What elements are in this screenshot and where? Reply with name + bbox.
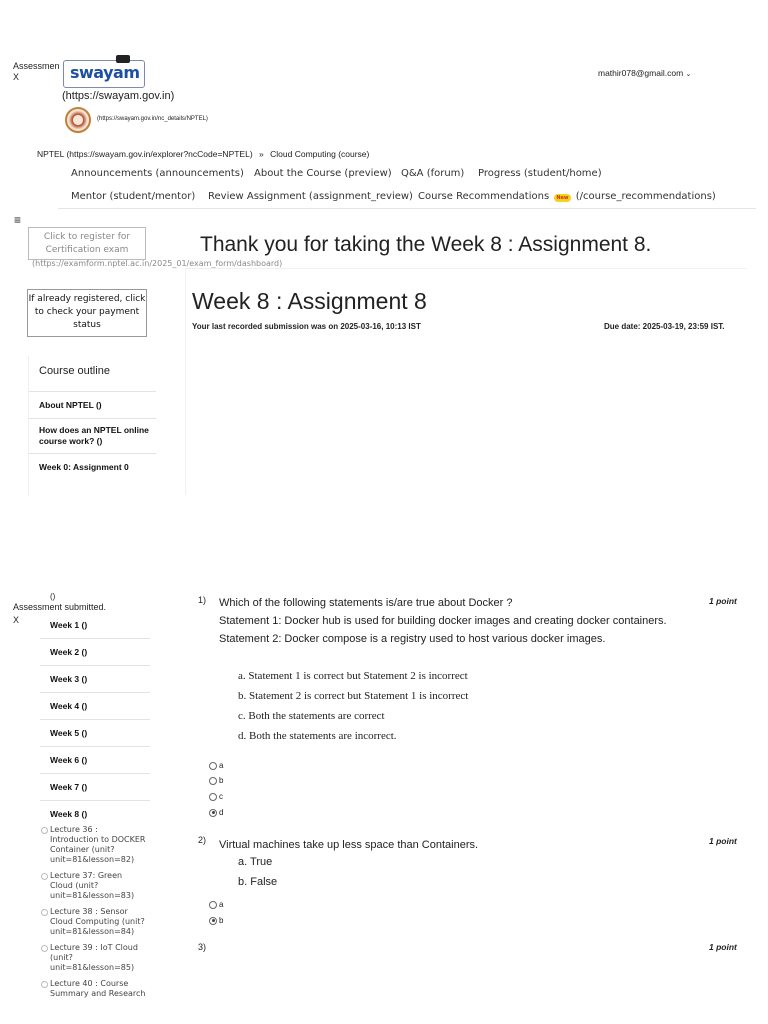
lecture-label: Lecture 36 : Introduction to DOCKER Container (unit?unit=81&lesson=82): [50, 825, 146, 864]
assessment-submitted: Assessment submitted.: [13, 602, 107, 612]
chevron-down-icon: ⌄: [685, 71, 692, 78]
nav-course-recommendations-url: (/course_recommendations): [575, 191, 716, 202]
breadcrumb-course[interactable]: Cloud Computing (course): [270, 149, 370, 159]
question-1-radio-b[interactable]: [209, 776, 223, 785]
question-2-text: Virtual machines take up less space than Containers.: [219, 839, 479, 851]
nav-course-recommendations-label: Course Recommendations: [418, 191, 550, 202]
radio-icon: [209, 777, 217, 785]
outline-week-4[interactable]: Week 4 (): [40, 693, 150, 720]
radio-icon: [209, 901, 217, 909]
question-1-statement-2: Statement 2: Docker compose is a registry used to host various docker images.: [219, 633, 606, 645]
question-1-number: 1): [198, 595, 207, 605]
outline-week-6[interactable]: Week 6 (): [40, 747, 150, 774]
outline-about-nptel[interactable]: About NPTEL (): [29, 392, 156, 419]
lecture-item[interactable]: [38, 871, 146, 901]
outline-week-7[interactable]: Week 7 (): [40, 774, 150, 801]
outline-week-3[interactable]: Week 3 (): [40, 666, 150, 693]
question-1-radio-a[interactable]: [209, 761, 223, 770]
swayam-url[interactable]: (https://swayam.gov.in): [62, 90, 175, 102]
lecture-list: [38, 825, 146, 1005]
radio-label: b: [219, 916, 224, 925]
question-2-option-a: a. True: [238, 856, 273, 868]
outline-week-1[interactable]: Week 1 (): [40, 612, 150, 639]
nptel-url[interactable]: (https://swayam.gov.in/nc_details/NPTEL): [97, 116, 208, 122]
breadcrumb: [37, 149, 369, 159]
due-date: Due date: 2025-03-19, 23:59 IST.: [604, 322, 725, 331]
radio-label: a: [219, 761, 224, 770]
user-menu[interactable]: [598, 68, 691, 78]
radio-label: d: [219, 808, 224, 817]
last-submission: Your last recorded submission was on 2025-03-16, 10:13 IST: [192, 322, 421, 331]
thank-you-message: Thank you for taking the Week 8 : Assignment 8.: [200, 233, 652, 256]
breadcrumb-nptel[interactable]: NPTEL (https://swayam.gov.in/explorer?ncCode=NPTEL): [37, 149, 253, 159]
nav-course-recommendations[interactable]: [418, 191, 716, 202]
nav-qa-forum[interactable]: Q&A (forum): [401, 168, 465, 179]
question-3-points: 1 point: [709, 942, 737, 952]
nav-announcements[interactable]: Announcements (announcements): [71, 168, 244, 179]
nav-about-course[interactable]: About the Course (preview): [254, 168, 392, 179]
outline-how-nptel-works[interactable]: How does an NPTEL online course work? (): [29, 419, 156, 454]
outline-week-8[interactable]: Week 8 (): [50, 809, 88, 819]
question-2-points: 1 point: [709, 836, 737, 846]
lecture-label: Lecture 39 : IoT Cloud (unit?unit=81&lesson=85): [50, 943, 138, 972]
lecture-item[interactable]: [38, 943, 146, 973]
outline-week-2[interactable]: Week 2 (): [40, 639, 150, 666]
lecture-label: Lecture 37: Green Cloud (unit?unit=81&lesson=83): [50, 871, 135, 900]
circle-icon: [41, 873, 48, 880]
new-badge: New: [556, 195, 569, 201]
circle-icon: [41, 981, 48, 988]
question-2-number: 2): [198, 835, 207, 845]
radio-selected-icon: [209, 809, 217, 817]
assessment-submitted-close[interactable]: X: [13, 615, 20, 625]
question-1-option-a: a. Statement 1 is correct but Statement 2 is incorrect: [238, 670, 468, 682]
radio-selected-icon: [209, 917, 217, 925]
nav-progress[interactable]: Progress (student/home): [478, 168, 602, 179]
swayam-logo[interactable]: [63, 60, 145, 88]
question-2-radio-a[interactable]: [209, 900, 223, 909]
hamburger-menu-icon[interactable]: ≡: [14, 213, 22, 227]
breadcrumb-separator: »: [259, 149, 264, 159]
lecture-item[interactable]: [38, 907, 146, 937]
radio-label: c: [219, 792, 223, 801]
nav-review-assignment[interactable]: Review Assignment (assignment_review): [208, 191, 413, 202]
radio-icon: [209, 793, 217, 801]
question-3-number: 3): [198, 942, 207, 952]
assessment-label: Assessmen: [13, 61, 60, 71]
question-1-radio-c[interactable]: [209, 792, 223, 801]
radio-label: a: [219, 900, 224, 909]
question-1-option-b: b. Statement 2 is correct but Statement 1 is incorrect: [238, 690, 469, 702]
assessment-close[interactable]: X: [13, 72, 20, 82]
graduation-cap-icon: [116, 55, 130, 63]
question-1-option-d: d. Both the statements are incorrect.: [238, 730, 397, 742]
nav-mentor[interactable]: Mentor (student/mentor): [71, 191, 196, 202]
lecture-label: Lecture 40 : Course Summary and Research: [50, 979, 146, 998]
lecture-label: Lecture 38 : Sensor Cloud Computing (unit?unit=81&lesson=84): [50, 907, 145, 936]
radio-label: b: [219, 776, 224, 785]
lecture-item[interactable]: [38, 825, 146, 865]
radio-icon: [209, 762, 217, 770]
lecture-item[interactable]: [38, 979, 146, 999]
circle-icon: [41, 945, 48, 952]
circle-icon: [41, 827, 48, 834]
paren-label: (): [50, 592, 56, 601]
question-1-statement-1: Statement 1: Docker hub is used for building docker images and creating docker containers.: [219, 615, 667, 627]
outline-week-5[interactable]: Week 5 (): [40, 720, 150, 747]
course-outline-title: Course outline: [29, 356, 156, 392]
user-email: mathir078@gmail.com: [598, 68, 684, 78]
outline-week-0[interactable]: Week 0: Assignment 0: [39, 462, 129, 472]
nav-divider: [58, 208, 756, 209]
assignment-title: Week 8 : Assignment 8: [192, 288, 427, 314]
question-2-radio-b[interactable]: [209, 916, 223, 925]
question-1-points: 1 point: [709, 596, 737, 606]
week-list: [40, 612, 150, 827]
course-outline: [28, 356, 156, 496]
register-url[interactable]: (https://examform.nptel.ac.in/2025_01/exam_form/dashboard): [32, 259, 283, 268]
circle-icon: [41, 909, 48, 916]
question-1-option-c: c. Both the statements are correct: [238, 710, 385, 722]
check-payment-status-button[interactable]: If already registered, click to check your payment status: [27, 289, 147, 337]
nptel-logo-icon[interactable]: [65, 107, 91, 133]
question-2-option-b: b. False: [238, 876, 278, 888]
register-certification-button[interactable]: Click to register for Certification exam: [28, 227, 146, 260]
swayam-logo-text: swayam: [70, 63, 140, 82]
question-1-radio-d[interactable]: [209, 808, 223, 817]
question-1-text: Which of the following statements is/are true about Docker ?: [219, 597, 513, 609]
